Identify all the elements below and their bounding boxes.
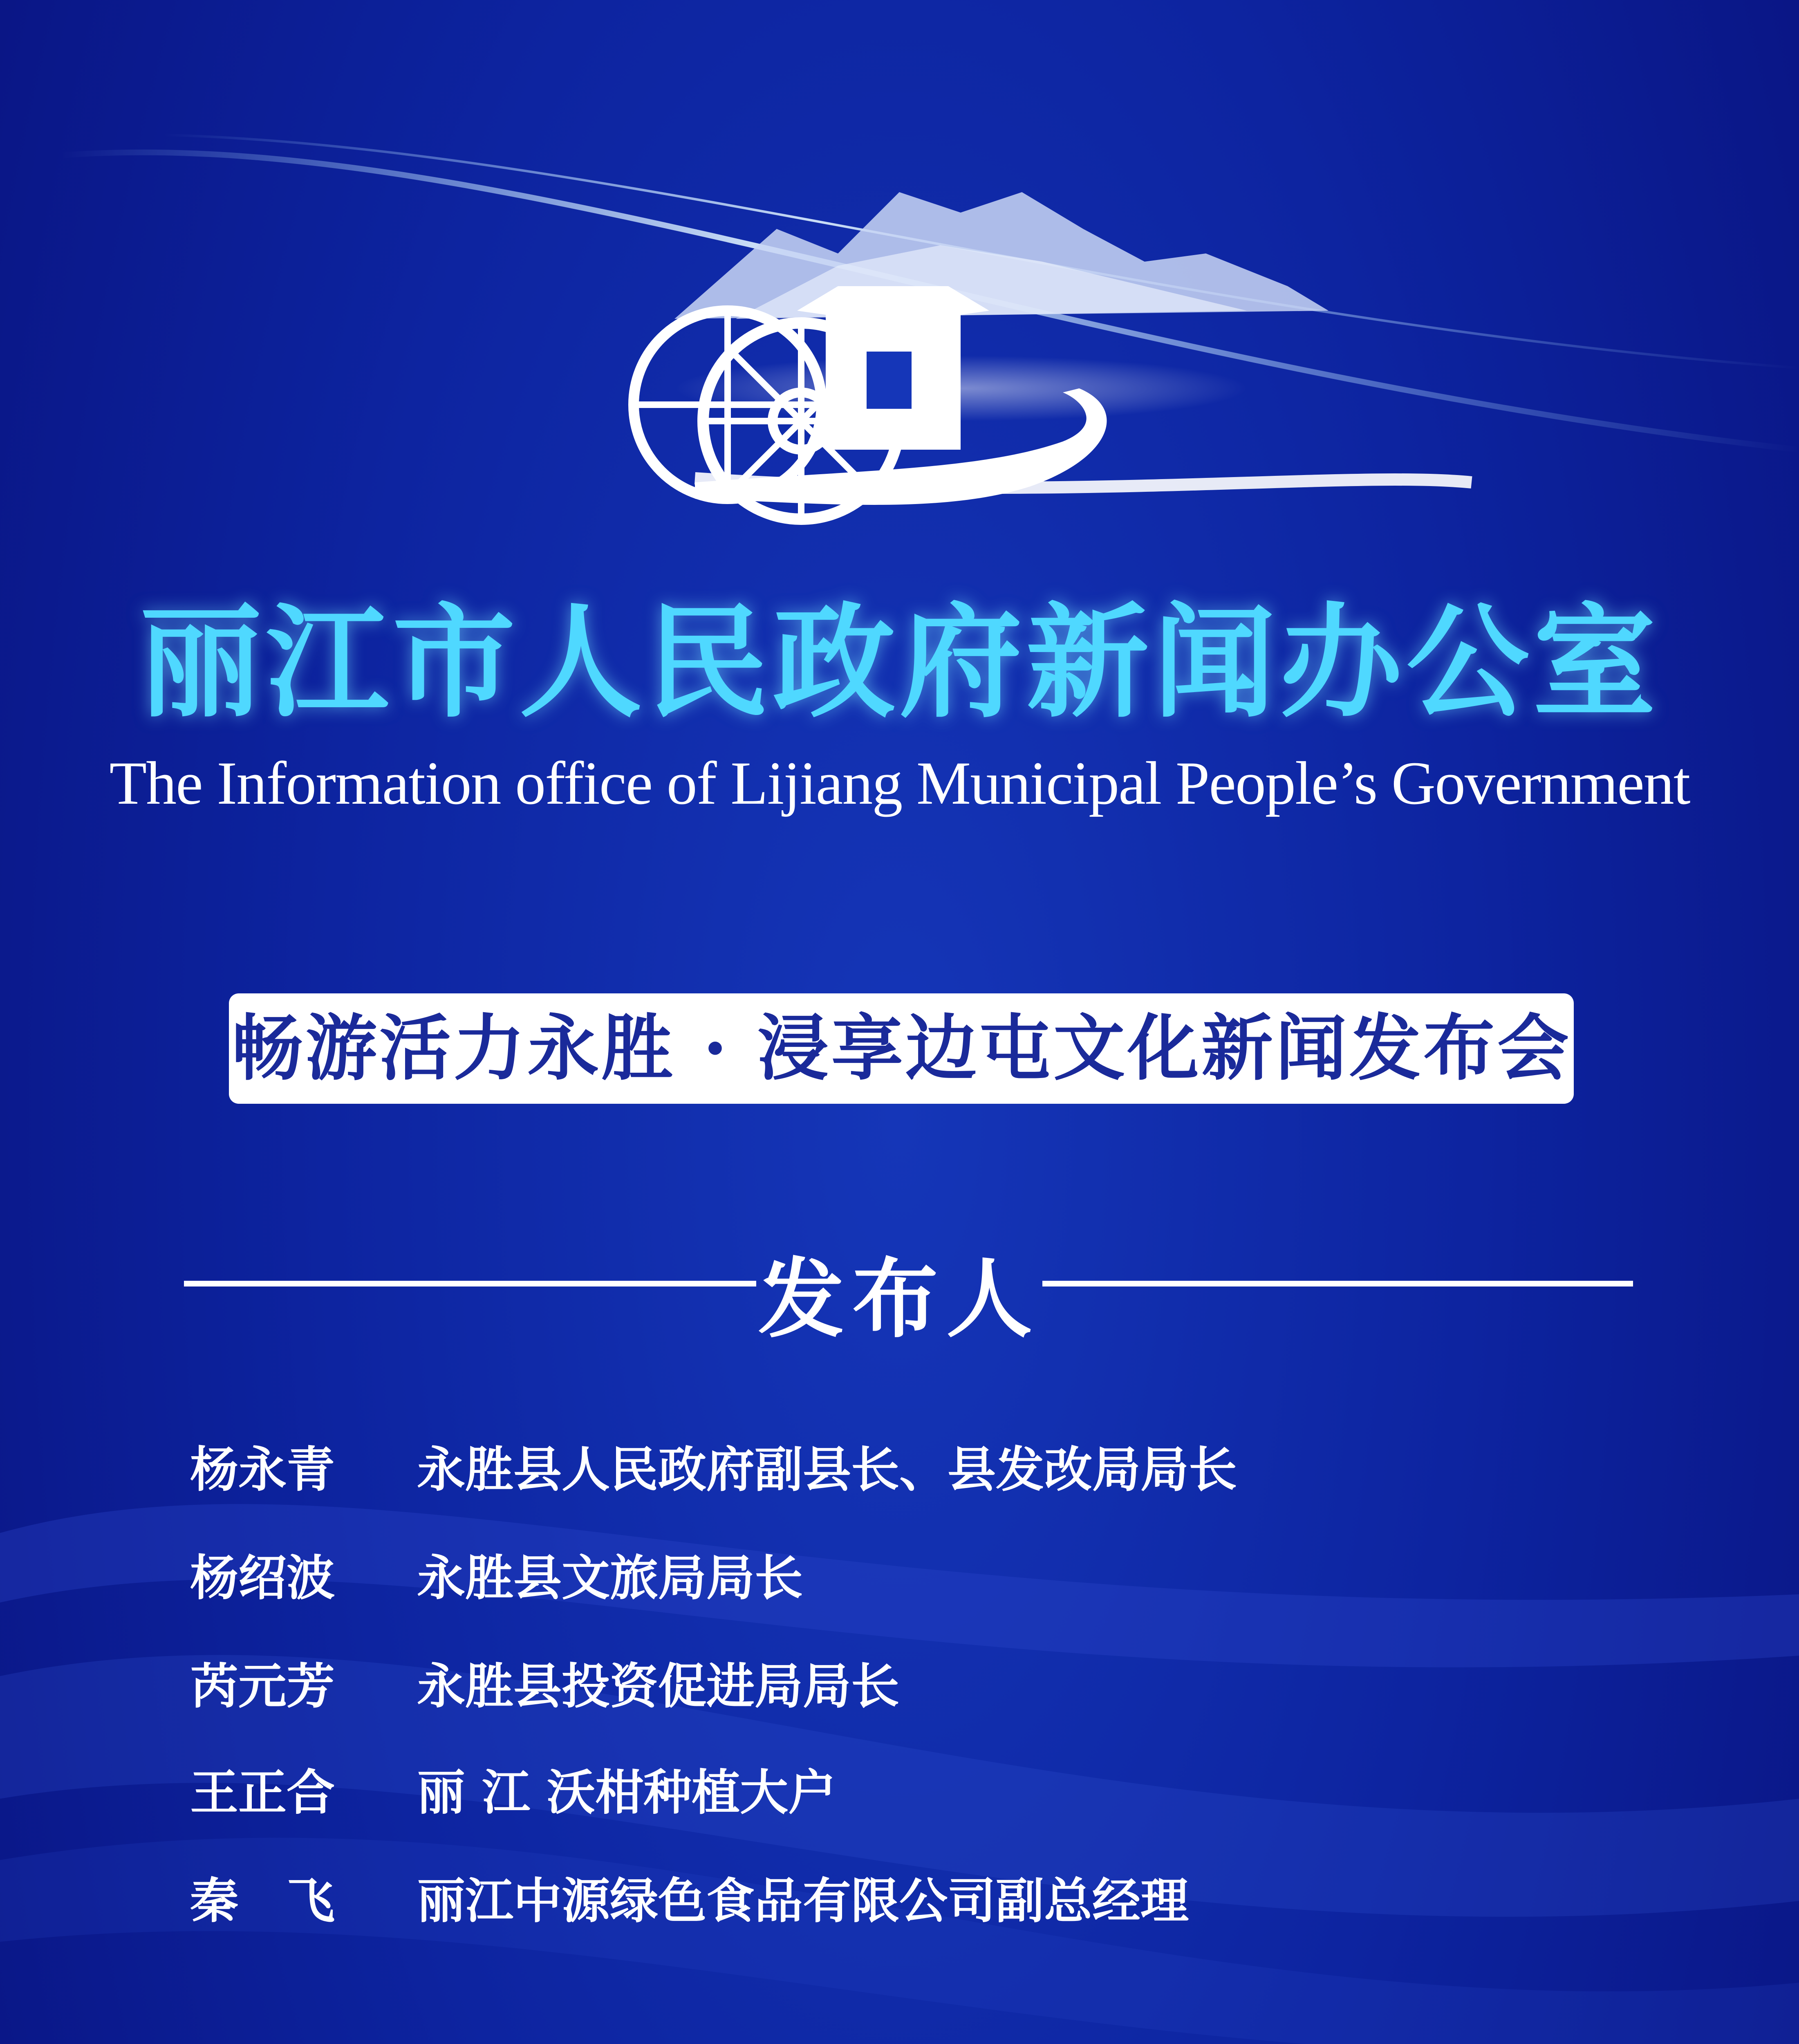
org-title-english: The Information office of Lijiang Municipal People’s Government — [109, 749, 1690, 817]
speakers-divider-left — [184, 1281, 756, 1286]
speaker-role: 永胜县投资促进局局长 — [417, 1658, 900, 1715]
speakers-heading: 发布人 — [758, 1248, 1040, 1349]
speaker-name: 杨永青 — [190, 1441, 335, 1498]
speaker-name: 王正合 — [190, 1764, 335, 1821]
waterwheel-mountain-icon — [0, 0, 1799, 572]
speaker-role: 永胜县文旅局局长 — [417, 1550, 803, 1606]
event-title: 畅游活力永胜 · 浸享边屯文化新闻发布会 — [231, 1006, 1571, 1090]
speaker-role: 永胜县人民政府副县长、县发改局局长 — [417, 1441, 1237, 1498]
speaker-name: 杨绍波 — [190, 1550, 335, 1606]
speaker-role: 丽 江 沃柑种植大户 — [417, 1764, 837, 1821]
speaker-role: 丽江中源绿色食品有限公司副总经理 — [417, 1873, 1189, 1929]
speaker-name: 秦 飞 — [190, 1873, 335, 1929]
speakers-divider-right — [1042, 1281, 1633, 1286]
speaker-name: 芮元芳 — [190, 1658, 335, 1715]
org-title-chinese: 丽江市人民政府新闻办公室 — [139, 590, 1660, 734]
